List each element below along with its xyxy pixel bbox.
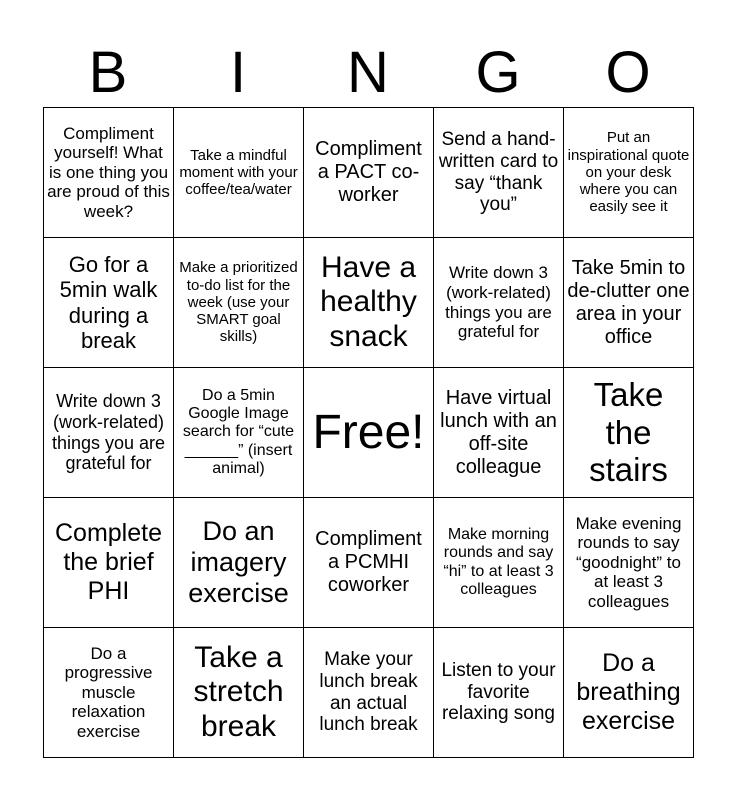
bingo-cell[interactable]: Take a mindful moment with your coffee/tea/water — [174, 108, 304, 238]
bingo-cell[interactable]: Take the stairs — [564, 368, 694, 498]
bingo-cell[interactable]: Make evening rounds to say “goodnight” to at least 3 colleagues — [564, 498, 694, 628]
bingo-cell-free[interactable]: Free! — [304, 368, 434, 498]
bingo-cell[interactable]: Make a prioritized to-do list for the week (use your SMART goal skills) — [174, 238, 304, 368]
bingo-cell[interactable]: Write down 3 (work-related) things you are grateful for — [434, 238, 564, 368]
bingo-cell[interactable]: Do an imagery exercise — [174, 498, 304, 628]
bingo-grid — [43, 107, 694, 758]
bingo-cell[interactable]: Do a progressive muscle relaxation exercise — [44, 628, 174, 758]
bingo-cell[interactable]: Do a breathing exercise — [564, 628, 694, 758]
bingo-cell[interactable]: Write down 3 (work-related) things you are grateful for — [44, 368, 174, 498]
bingo-header — [43, 40, 693, 106]
header-letter-n: N — [347, 40, 389, 105]
bingo-cell[interactable]: Put an inspirational quote on your desk where you can easily see it — [564, 108, 694, 238]
bingo-cell[interactable]: Go for a 5min walk during a break — [44, 238, 174, 368]
bingo-cell[interactable]: Do a 5min Google Image search for “cute ______” (insert animal) — [174, 368, 304, 498]
bingo-cell[interactable]: Make morning rounds and say “hi” to at least 3 colleagues — [434, 498, 564, 628]
header-letter-o: O — [605, 40, 651, 105]
bingo-cell[interactable]: Compliment a PCMHI coworker — [304, 498, 434, 628]
bingo-cell[interactable]: Compliment yourself! What is one thing you are proud of this week? — [44, 108, 174, 238]
bingo-cell[interactable]: Compliment a PACT co-worker — [304, 108, 434, 238]
bingo-cell[interactable]: Have virtual lunch with an off-site colleague — [434, 368, 564, 498]
bingo-cell[interactable]: Have a healthy snack — [304, 238, 434, 368]
bingo-cell[interactable]: Listen to your favorite relaxing song — [434, 628, 564, 758]
bingo-cell[interactable]: Take a stretch break — [174, 628, 304, 758]
bingo-cell[interactable]: Take 5min to de-clutter one area in your office — [564, 238, 694, 368]
bingo-cell[interactable]: Complete the brief PHI — [44, 498, 174, 628]
bingo-cell[interactable]: Send a hand-written card to say “thank you” — [434, 108, 564, 238]
header-letter-b: B — [88, 40, 128, 105]
bingo-cell[interactable]: Make your lunch break an actual lunch break — [304, 628, 434, 758]
header-letter-i: I — [229, 40, 247, 105]
header-letter-g: G — [475, 40, 521, 105]
